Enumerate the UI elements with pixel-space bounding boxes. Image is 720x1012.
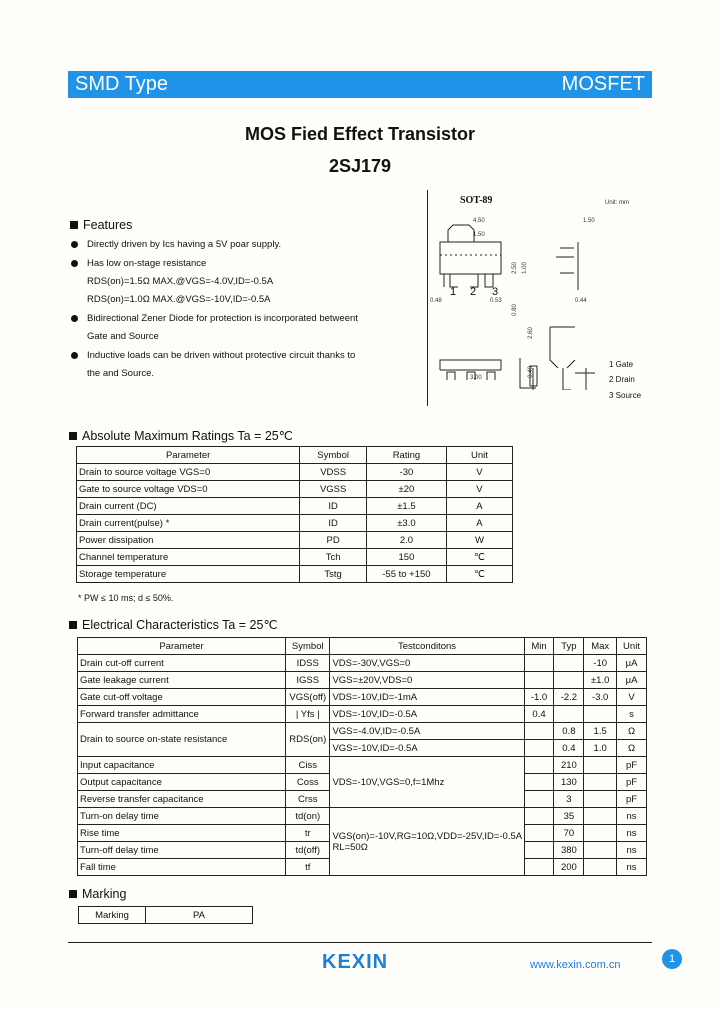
table-cell: V xyxy=(446,464,512,481)
table-row xyxy=(77,549,513,566)
table-cell: 1.0 xyxy=(584,740,617,757)
table-cell xyxy=(584,859,617,876)
table-cell xyxy=(524,825,554,842)
table-cell: -10 xyxy=(584,655,617,672)
table-cell: 380 xyxy=(554,842,584,859)
table-cell: -3.0 xyxy=(584,689,617,706)
table-cell: ID xyxy=(300,515,367,532)
header-bar xyxy=(68,71,652,98)
table-cell: VGS=±20V,VDS=0 xyxy=(330,672,524,689)
table-cell: 0.8 xyxy=(554,723,584,740)
table-cell: Gate to source voltage VDS=0 xyxy=(77,481,300,498)
pin-label: 2 Drain xyxy=(609,375,635,384)
table-cell: Testconditons xyxy=(330,638,524,655)
table-row xyxy=(78,638,647,655)
table-cell: Typ xyxy=(554,638,584,655)
table-row xyxy=(77,566,513,583)
marking-table xyxy=(78,906,253,924)
divider xyxy=(427,190,428,406)
pin-number: 3 xyxy=(492,286,499,298)
bullet-icon xyxy=(71,260,78,267)
table-cell: VDS=-10V,ID=-1mA xyxy=(330,689,524,706)
table-row xyxy=(77,498,513,515)
table-cell: VGS(off) xyxy=(286,689,330,706)
table-cell: Coss xyxy=(286,774,330,791)
marking-label: Marking xyxy=(79,907,146,924)
table-cell: Turn-off delay time xyxy=(78,842,286,859)
table-cell xyxy=(554,706,584,723)
table-row xyxy=(77,532,513,549)
table-cell: pF xyxy=(617,774,647,791)
dim-label: 1.50 xyxy=(583,218,595,224)
table-row xyxy=(78,655,647,672)
bullet-icon xyxy=(71,352,78,359)
feature-subitem: RDS(on)=1.5Ω MAX.@VGS=-4.0V,ID=-0.5A xyxy=(87,276,274,287)
table-cell: RDS(on) xyxy=(286,723,330,757)
table-cell: ns xyxy=(617,808,647,825)
table-cell: Unit xyxy=(617,638,647,655)
website-link[interactable]: www.kexin.com.cn xyxy=(530,959,621,971)
table-cell: IDSS xyxy=(286,655,330,672)
table-cell xyxy=(524,808,554,825)
package-name: SOT-89 xyxy=(460,195,493,206)
table-cell: ns xyxy=(617,825,647,842)
pin-label: 3 Source xyxy=(609,391,642,400)
dim-label: 0.80 xyxy=(511,304,518,316)
feature-item xyxy=(87,239,281,250)
table-cell: Output capacitance xyxy=(78,774,286,791)
table-cell: | Yfs | xyxy=(286,706,330,723)
table-cell: Max xyxy=(584,638,617,655)
table-cell: -55 to +150 xyxy=(367,566,447,583)
table-cell: Fall time xyxy=(78,859,286,876)
bullet-icon xyxy=(71,315,78,322)
table-row xyxy=(78,706,647,723)
pin-number: 1 xyxy=(450,286,457,298)
table-cell xyxy=(584,808,617,825)
table-cell: Rating xyxy=(367,447,447,464)
table-cell: Min xyxy=(524,638,554,655)
table-cell: Drain cut-off current xyxy=(78,655,286,672)
bullet-icon xyxy=(71,241,78,248)
feature-text: Bidirectional Zener Diode for protection is incorporated betweent xyxy=(87,313,358,324)
table-cell: VGS=-10V,ID=-0.5A xyxy=(330,740,524,757)
table-cell: VDSS xyxy=(300,464,367,481)
dim-label: 1.00 xyxy=(521,262,528,274)
table-cell xyxy=(554,655,584,672)
table-cell xyxy=(584,706,617,723)
table-cell: ns xyxy=(617,859,647,876)
table-cell: ℃ xyxy=(446,566,512,583)
header-category: MOSFET xyxy=(561,73,645,95)
table-cell: V xyxy=(617,689,647,706)
table-cell: pF xyxy=(617,757,647,774)
table-cell: VGS=-4.0V,ID=-0.5A xyxy=(330,723,524,740)
elec-table xyxy=(77,637,647,876)
table-cell: 2.0 xyxy=(367,532,447,549)
table-cell: Parameter xyxy=(77,447,300,464)
dim-label: 0.40 xyxy=(527,366,534,378)
table-cell: Crss xyxy=(286,791,330,808)
kexin-logo: KEXIN xyxy=(322,951,389,973)
table-cell: W xyxy=(446,532,512,549)
table-cell: tr xyxy=(286,825,330,842)
abs-max-heading: Absolute Maximum Ratings Ta = 25℃ xyxy=(69,428,293,443)
table-row xyxy=(77,515,513,532)
marking-heading: Marking xyxy=(69,887,126,901)
unit-note: Unit: mm xyxy=(605,200,629,206)
table-cell: Drain to source on-state resistance xyxy=(78,723,286,757)
table-cell: VGS(on)=-10V,RG=10Ω,VDD=-25V,ID=-0.5A RL=50Ω xyxy=(330,808,524,876)
table-cell: 150 xyxy=(367,549,447,566)
table-cell xyxy=(584,791,617,808)
part-number: 2SJ179 xyxy=(328,156,392,176)
feature-subitem: Gate and Source xyxy=(87,331,159,342)
table-cell: ns xyxy=(617,842,647,859)
table-cell: ℃ xyxy=(446,549,512,566)
table-cell xyxy=(524,842,554,859)
marking-value: PA xyxy=(146,907,253,924)
feature-subitem: the and Source. xyxy=(87,368,155,379)
table-row xyxy=(77,481,513,498)
table-cell: Tch xyxy=(300,549,367,566)
dim-label: 2.50 xyxy=(511,262,518,274)
table-cell: VDS=-30V,VGS=0 xyxy=(330,655,524,672)
table-cell: V xyxy=(446,481,512,498)
table-cell: ±20 xyxy=(367,481,447,498)
table-cell xyxy=(584,825,617,842)
table-cell: Drain to source voltage VGS=0 xyxy=(77,464,300,481)
table-cell: td(off) xyxy=(286,842,330,859)
table-cell: -2.2 xyxy=(554,689,584,706)
table-cell xyxy=(524,672,554,689)
table-row xyxy=(77,464,513,481)
table-cell: 35 xyxy=(554,808,584,825)
dim-label: 0.44 xyxy=(575,298,587,304)
table-cell: pF xyxy=(617,791,647,808)
table-cell: td(on) xyxy=(286,808,330,825)
table-row xyxy=(78,757,647,774)
table-cell: Power dissipation xyxy=(77,532,300,549)
table-cell: 70 xyxy=(554,825,584,842)
table-cell xyxy=(584,757,617,774)
table-cell: Channel temperature xyxy=(77,549,300,566)
table-row xyxy=(78,723,647,740)
table-cell: Ω xyxy=(617,740,647,757)
table-cell xyxy=(524,757,554,774)
feature-item xyxy=(87,313,358,324)
table-cell: 210 xyxy=(554,757,584,774)
table-cell xyxy=(524,774,554,791)
table-cell: A xyxy=(446,498,512,515)
table-cell: Gate cut-off voltage xyxy=(78,689,286,706)
table-cell xyxy=(584,774,617,791)
feature-text: Has low on-stage resistance xyxy=(87,258,207,269)
elec-heading: Electrical Characteristics Ta = 25℃ xyxy=(69,617,277,632)
abs-max-table xyxy=(76,446,513,583)
table-cell: Ciss xyxy=(286,757,330,774)
table-cell: Symbol xyxy=(286,638,330,655)
table-cell: Storage temperature xyxy=(77,566,300,583)
table-cell xyxy=(584,842,617,859)
table-cell: 130 xyxy=(554,774,584,791)
dim-label: 0.48 xyxy=(430,298,442,304)
table-cell: 3 xyxy=(554,791,584,808)
table-cell: ±1.5 xyxy=(367,498,447,515)
dim-label: 3.00 xyxy=(470,375,482,381)
feature-subitem: RDS(on)=1.0Ω MAX.@VGS=-10V,ID=-0.5A xyxy=(87,294,271,305)
table-cell: tf xyxy=(286,859,330,876)
feature-item xyxy=(87,258,206,269)
dim-label: 2.60 xyxy=(527,327,534,339)
table-cell: ID xyxy=(300,498,367,515)
dim-label: 1.50 xyxy=(473,232,485,238)
header-type: SMD Type xyxy=(75,73,168,95)
footer-rule xyxy=(68,942,652,943)
table-cell: Unit xyxy=(446,447,512,464)
table-cell xyxy=(524,655,554,672)
doc-title: MOS Fied Effect Transistor xyxy=(244,124,476,144)
table-cell: Symbol xyxy=(300,447,367,464)
table-cell: Gate leakage current xyxy=(78,672,286,689)
table-cell: μA xyxy=(617,672,647,689)
table-cell: A xyxy=(446,515,512,532)
table-row xyxy=(77,447,513,464)
table-row xyxy=(78,808,647,825)
table-cell: VGSS xyxy=(300,481,367,498)
dim-label: 4.50 xyxy=(473,218,485,224)
footnote: * PW ≤ 10 ms; d ≤ 50%. xyxy=(78,593,174,603)
table-cell: Forward transfer admittance xyxy=(78,706,286,723)
table-cell: VDS=-10V,VGS=0,f=1Mhz xyxy=(330,757,524,808)
dim-label: 0.53 xyxy=(490,298,502,304)
table-cell xyxy=(524,740,554,757)
pin-label: 1 Gate xyxy=(609,360,634,369)
table-row xyxy=(78,672,647,689)
table-cell: PD xyxy=(300,532,367,549)
table-cell: VDS=-10V,ID=-0.5A xyxy=(330,706,524,723)
table-cell xyxy=(524,723,554,740)
feature-text: Inductive loads can be driven without protective circuit thanks to xyxy=(87,350,356,361)
table-cell: Ω xyxy=(617,723,647,740)
table-cell: ±3.0 xyxy=(367,515,447,532)
table-cell: Tstg xyxy=(300,566,367,583)
table-cell: 0.4 xyxy=(524,706,554,723)
table-cell: μA xyxy=(617,655,647,672)
table-cell xyxy=(524,859,554,876)
table-cell: -1.0 xyxy=(524,689,554,706)
table-cell xyxy=(554,672,584,689)
table-cell: s xyxy=(617,706,647,723)
table-row xyxy=(78,689,647,706)
table-cell: 0.4 xyxy=(554,740,584,757)
table-cell: Rise time xyxy=(78,825,286,842)
table-cell: 200 xyxy=(554,859,584,876)
table-cell: -30 xyxy=(367,464,447,481)
table-row xyxy=(79,907,253,924)
table-cell: Input capacitance xyxy=(78,757,286,774)
table-cell: 1.5 xyxy=(584,723,617,740)
table-cell: Drain current (DC) xyxy=(77,498,300,515)
feature-text: Directly driven by Ics having a 5V poar supply. xyxy=(87,239,282,250)
features-heading: Features xyxy=(70,218,132,232)
page-number: 1 xyxy=(662,949,682,969)
table-cell xyxy=(524,791,554,808)
table-cell: IGSS xyxy=(286,672,330,689)
pin-number: 2 xyxy=(470,286,477,298)
table-cell: ±1.0 xyxy=(584,672,617,689)
table-cell: Drain current(pulse) * xyxy=(77,515,300,532)
feature-item xyxy=(87,350,355,361)
table-cell: Reverse transfer capacitance xyxy=(78,791,286,808)
table-cell: Parameter xyxy=(78,638,286,655)
table-cell: Turn-on delay time xyxy=(78,808,286,825)
